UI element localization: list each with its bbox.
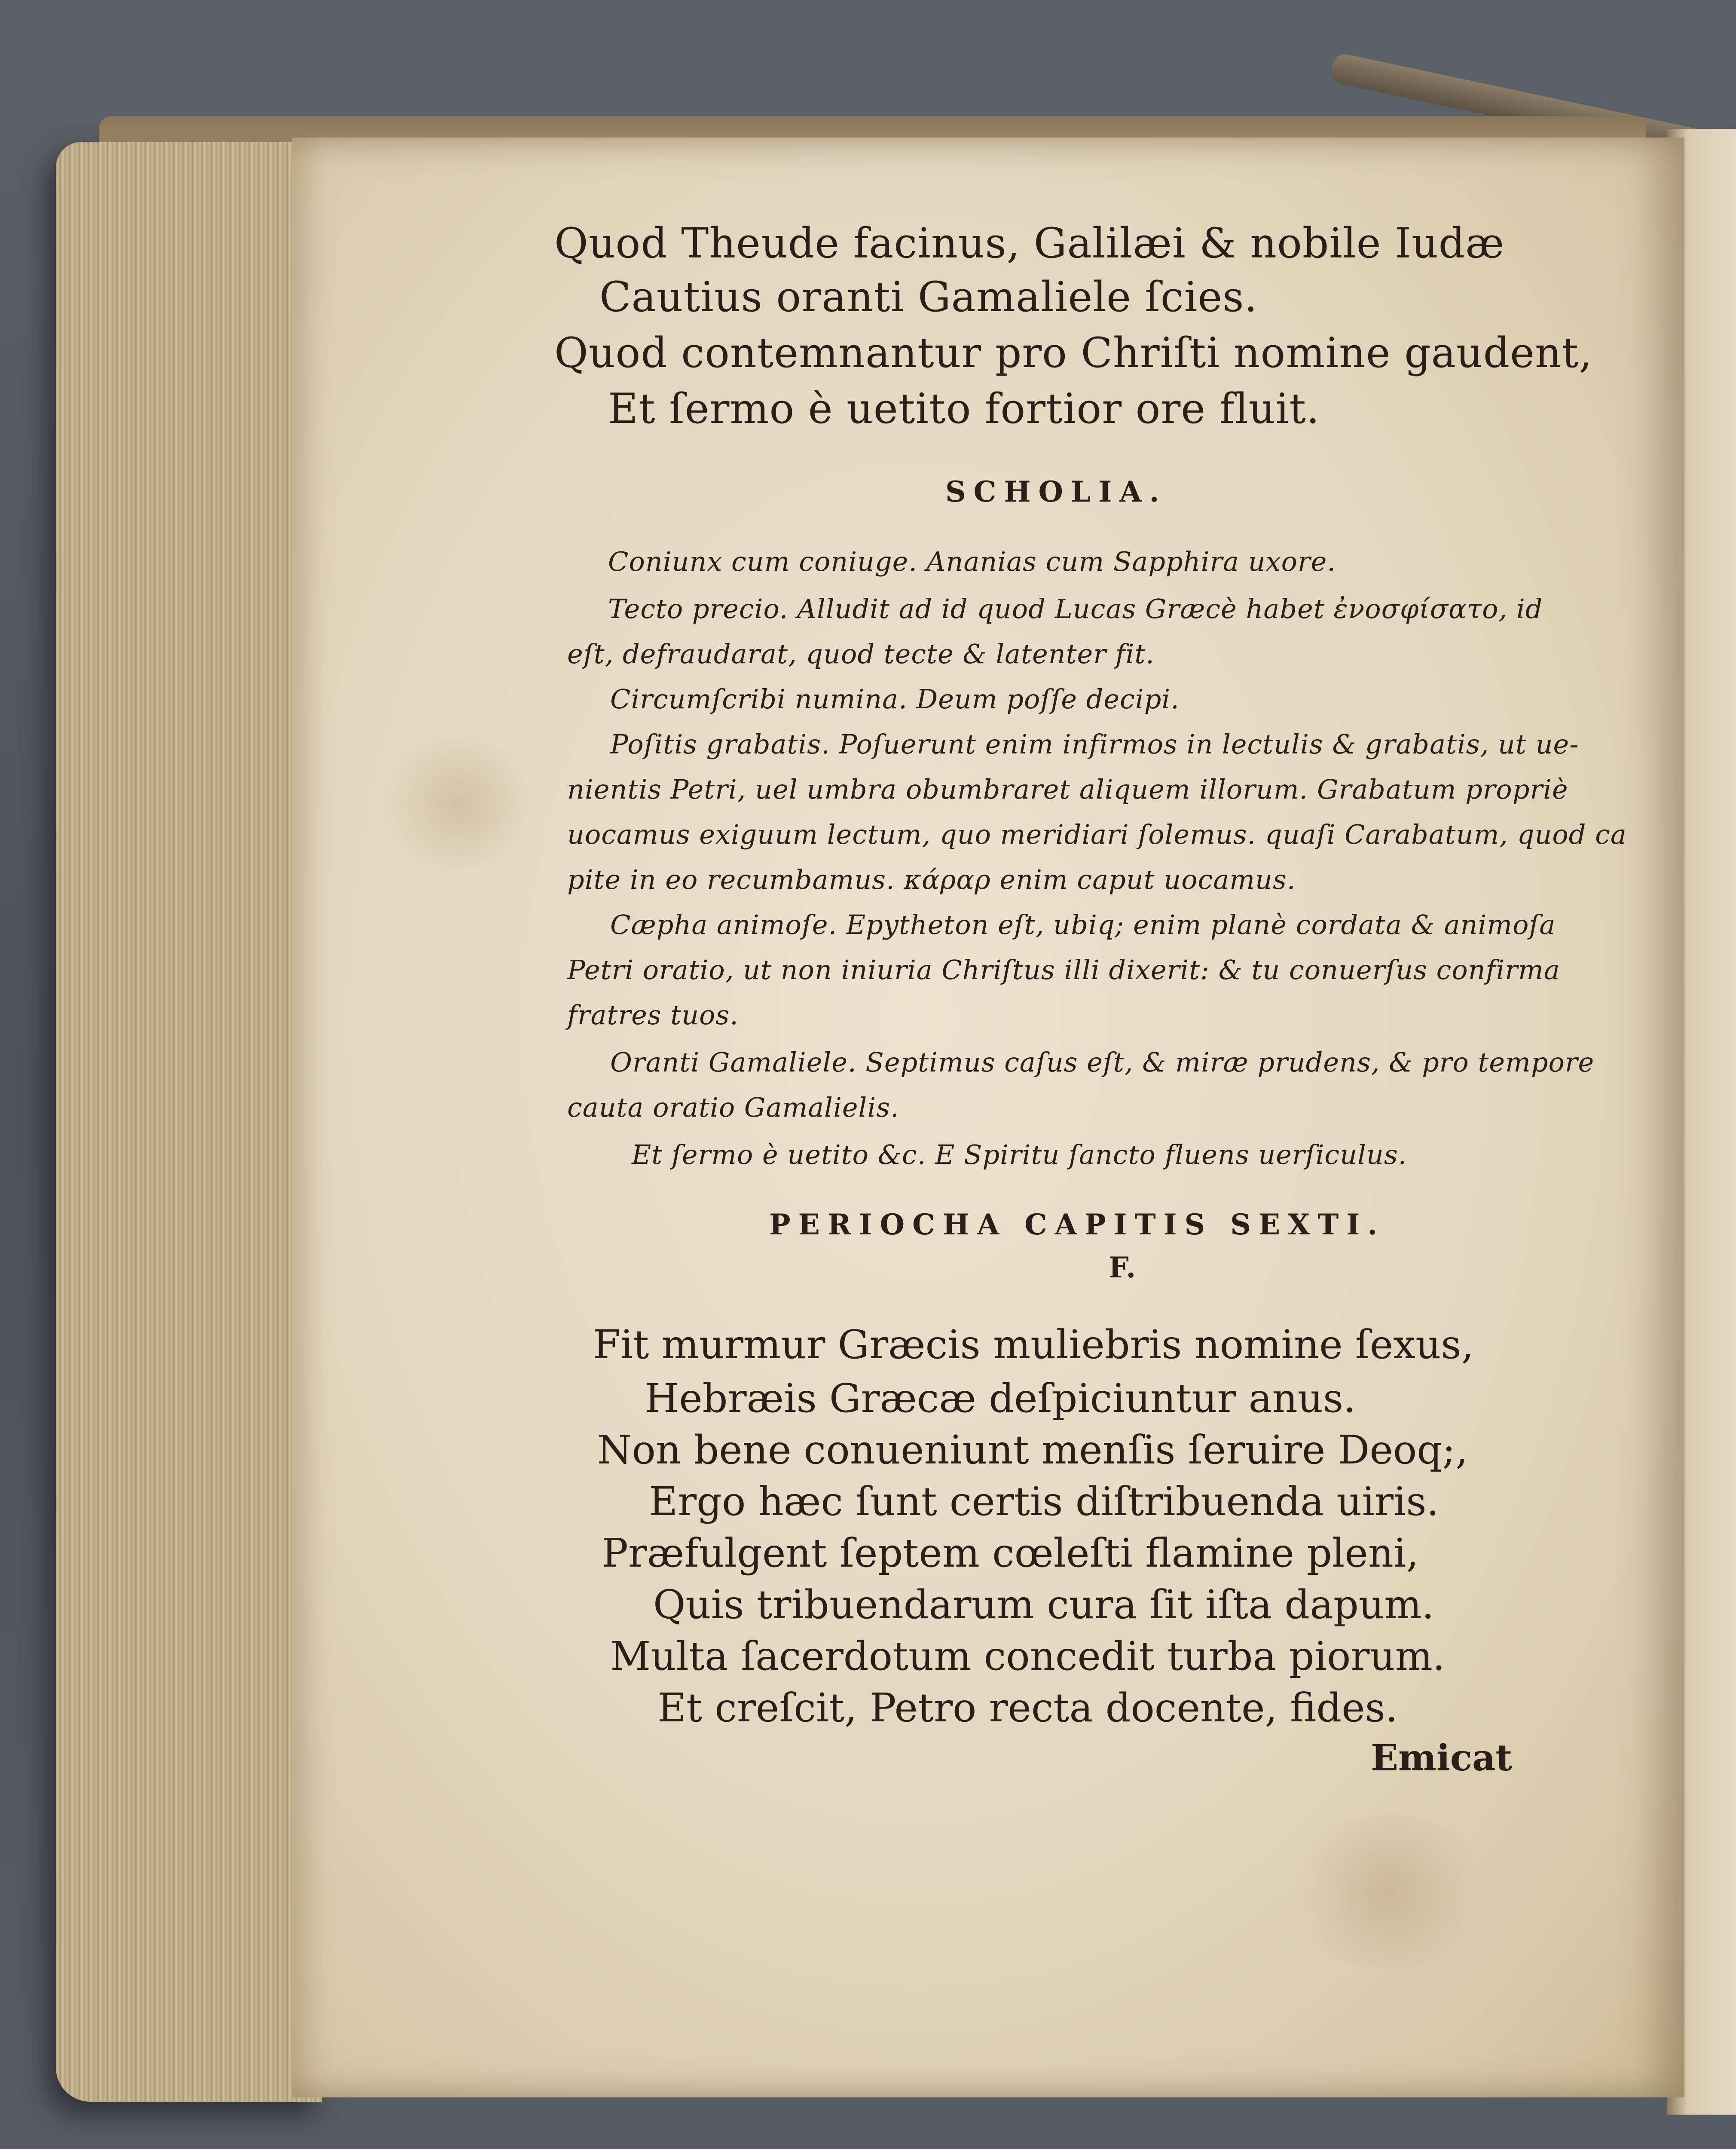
catchword: Emicat [1371, 1736, 1513, 1779]
scholion-line: Cæpha animoſe. Epytheton eſt, ubiq; enim planè cordata & animoſa [610, 909, 1556, 940]
periocha-heading: PERIOCHA CAPITIS SEXTI. [769, 1208, 1385, 1241]
scholion-line: nientis Petri, uel umbra obumbraret aliquem illorum. Grabatum propriè [567, 774, 1568, 805]
scholion-line: uocamus exiguum lectum, quo meridiari ſolemus. quaſi Carabatum, quod ca [567, 819, 1627, 850]
verse-line: Quod contemnantur pro Chriſti nomine gaudent, [554, 329, 1592, 377]
scholion-line: Oranti Gamaliele. Septimus caſus eſt, & miræ prudens, & pro tempore [610, 1047, 1595, 1078]
verse-line: Fit murmur Græcis muliebris nomine ſexus, [593, 1322, 1474, 1368]
scholia-heading: SCHOLIA. [945, 475, 1167, 508]
verse-line: Præfulgent ſeptem cœleſti flamine pleni, [602, 1530, 1419, 1576]
foxing-stain [378, 739, 541, 868]
scholion-line: Coniunx cum coniuge. Ananias cum Sapphira uxore. [608, 546, 1336, 577]
foxing-stain [1281, 1814, 1495, 1968]
scholion-line: eſt, defraudarat, quod tecte & latenter fit. [567, 638, 1155, 670]
scholion-line: Poſitis grabatis. Poſuerunt enim infirmos in lectulis & grabatis, ut ue- [610, 729, 1579, 760]
verse-line: Hebræis Græcæ deſpiciuntur anus. [645, 1375, 1356, 1421]
scholion-line: fratres tuos. [567, 999, 739, 1031]
scholion-line: cauta oratio Gamalielis. [567, 1092, 899, 1123]
verse-line: Ergo hæc ſunt certis diſtribuenda uiris. [649, 1479, 1439, 1525]
verse-line: Multa ſacerdotum concedit turba piorum. [610, 1633, 1446, 1679]
scholion-line: Tecto precio. Alludit ad id quod Lucas Græcè habet ἐνοσφίσατο, id [608, 593, 1543, 624]
scholion-line: Et ſermo è uetito &c. E Spiritu ſancto fluens uerſiculus. [632, 1139, 1407, 1170]
verse-line: Quod Theude facinus, Galilæi & nobile Iudæ [554, 219, 1505, 267]
scholion-line: Petri oratio, ut non iniuria Chriſtus illi dixerit: & tu conuerſus confirma [567, 954, 1560, 986]
verse-line: Et ſermo è uetito fortior ore fluit. [608, 385, 1320, 433]
verse-line: Quis tribuendarum cura ſit iſta dapum. [653, 1582, 1434, 1628]
verse-line: Non bene conueniunt menſis ſeruire Deoq;, [597, 1427, 1468, 1473]
verse-line: Et creſcit, Petro recta docente, fides. [657, 1685, 1398, 1731]
periocha-letter: F. [1109, 1251, 1136, 1284]
scholion-line: pite in eo recumbamus. κάραρ enim caput uocamus. [567, 864, 1296, 895]
page-block-fore-edge [56, 142, 322, 2102]
scholion-line: Circumſcribi numina. Deum poſſe decipi. [610, 683, 1180, 715]
verse-line: Cautius oranti Gamaliele ſcies. [599, 273, 1258, 321]
verso-page [292, 138, 1684, 2097]
